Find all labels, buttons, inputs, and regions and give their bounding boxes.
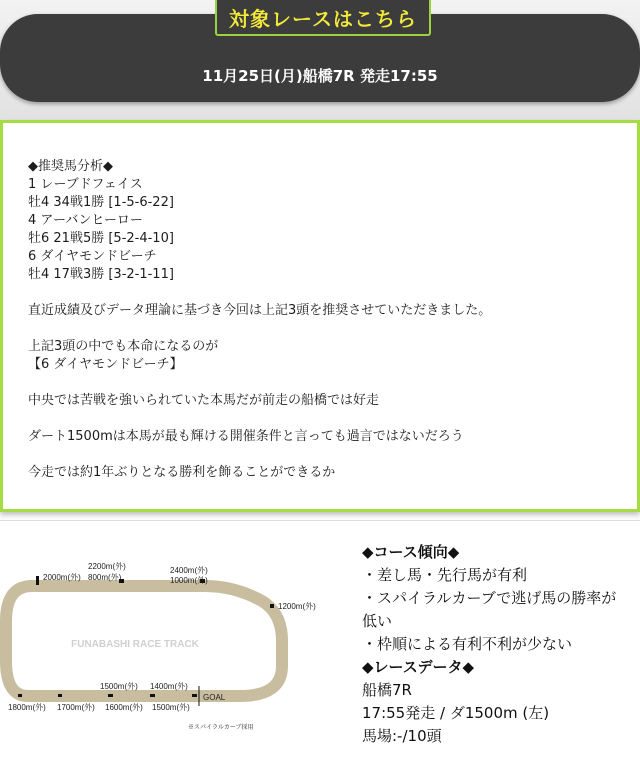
- distance-label: 1000m(外): [170, 576, 208, 585]
- start-marker: [58, 694, 62, 697]
- race-data-item: 馬場:-/10頭: [362, 727, 442, 745]
- race-data-item: 船橋7R: [362, 681, 412, 699]
- course-tendency-heading: ◆コース傾向◆: [362, 543, 460, 561]
- analysis-paragraph: 中央では苦戦を強いられていた本馬だが前走の船橋では好走: [28, 393, 380, 408]
- distance-label: 1500m(外): [152, 703, 190, 712]
- track-map: [0, 521, 350, 768]
- analysis-paragraph: 直近成績及びデータ理論に基づき今回は上記3頭を推奨させていただきました。: [28, 303, 492, 318]
- horse-name: 6 ダイヤモンドビーチ: [28, 249, 157, 264]
- recommendation-body: [28, 158, 627, 482]
- goal-label: GOAL: [203, 693, 226, 702]
- horse-record: 牡4 34戦1勝 [1-5-6-22]: [28, 195, 174, 210]
- horse-name: 4 アーバンヒーロー: [28, 213, 143, 228]
- start-marker: [108, 694, 113, 697]
- course-section: [0, 520, 640, 768]
- distance-label: 2200m(外): [88, 562, 126, 571]
- recommendation-card: [0, 120, 640, 512]
- start-marker: [150, 694, 155, 697]
- distance-label: 2000m(外): [43, 573, 81, 582]
- analysis-paragraph: ダート1500mは本馬が最も輝ける開催条件と言っても過言ではないだろう: [28, 429, 464, 444]
- distance-label: 1500m(外): [100, 682, 138, 691]
- distance-label: 1200m(外): [278, 602, 316, 611]
- start-marker: [192, 694, 197, 697]
- tendency-item: ・スパイラルカーブで逃げ馬の勝率が: [362, 589, 617, 607]
- tendency-item: 低い: [362, 612, 393, 630]
- start-marker: [36, 576, 39, 585]
- recommendation-heading: ◆推奨馬分析◆: [28, 159, 113, 174]
- course-info-panel: [362, 541, 637, 748]
- analysis-paragraph: 今走では約1年ぶりとなる勝利を飾ることができるか: [28, 465, 336, 480]
- spiral-curve-note: ※スパイラルカーブ採用: [188, 725, 254, 731]
- horse-record: 牡6 21戦5勝 [5-2-4-10]: [28, 231, 174, 246]
- distance-label: 1800m(外): [8, 703, 46, 712]
- race-data-item: 17:55発走 / ダ1500m (左): [362, 704, 550, 722]
- start-marker: [270, 604, 274, 608]
- tendency-item: ・枠順による有利不利が少ない: [362, 635, 573, 653]
- track-title: FUNABASHI RACE TRACK: [71, 639, 199, 650]
- target-race-tab[interactable]: 対象レースはこちら: [215, 0, 431, 36]
- horse-name: 1 レーブドフェイス: [28, 177, 143, 192]
- race-info-text: 11月25日(月)船橋7R 発走17:55: [202, 67, 438, 85]
- distance-label: 800m(外): [88, 573, 122, 582]
- favorite-horse: 【6 ダイヤモンドビーチ】: [28, 357, 183, 372]
- horse-record: 牡4 17戦3勝 [3-2-1-11]: [28, 267, 174, 282]
- start-marker: [18, 694, 22, 697]
- tendency-item: ・差し馬・先行馬が有利: [362, 566, 528, 584]
- distance-label: 1400m(外): [150, 682, 188, 691]
- race-data-heading: ◆レースデータ◆: [362, 658, 475, 676]
- distance-label: 2400m(外): [170, 566, 208, 575]
- analysis-paragraph: 上記3頭の中でも本命になるのが: [28, 339, 219, 354]
- distance-label: 1700m(外): [57, 703, 95, 712]
- distance-label: 1600m(外): [105, 703, 143, 712]
